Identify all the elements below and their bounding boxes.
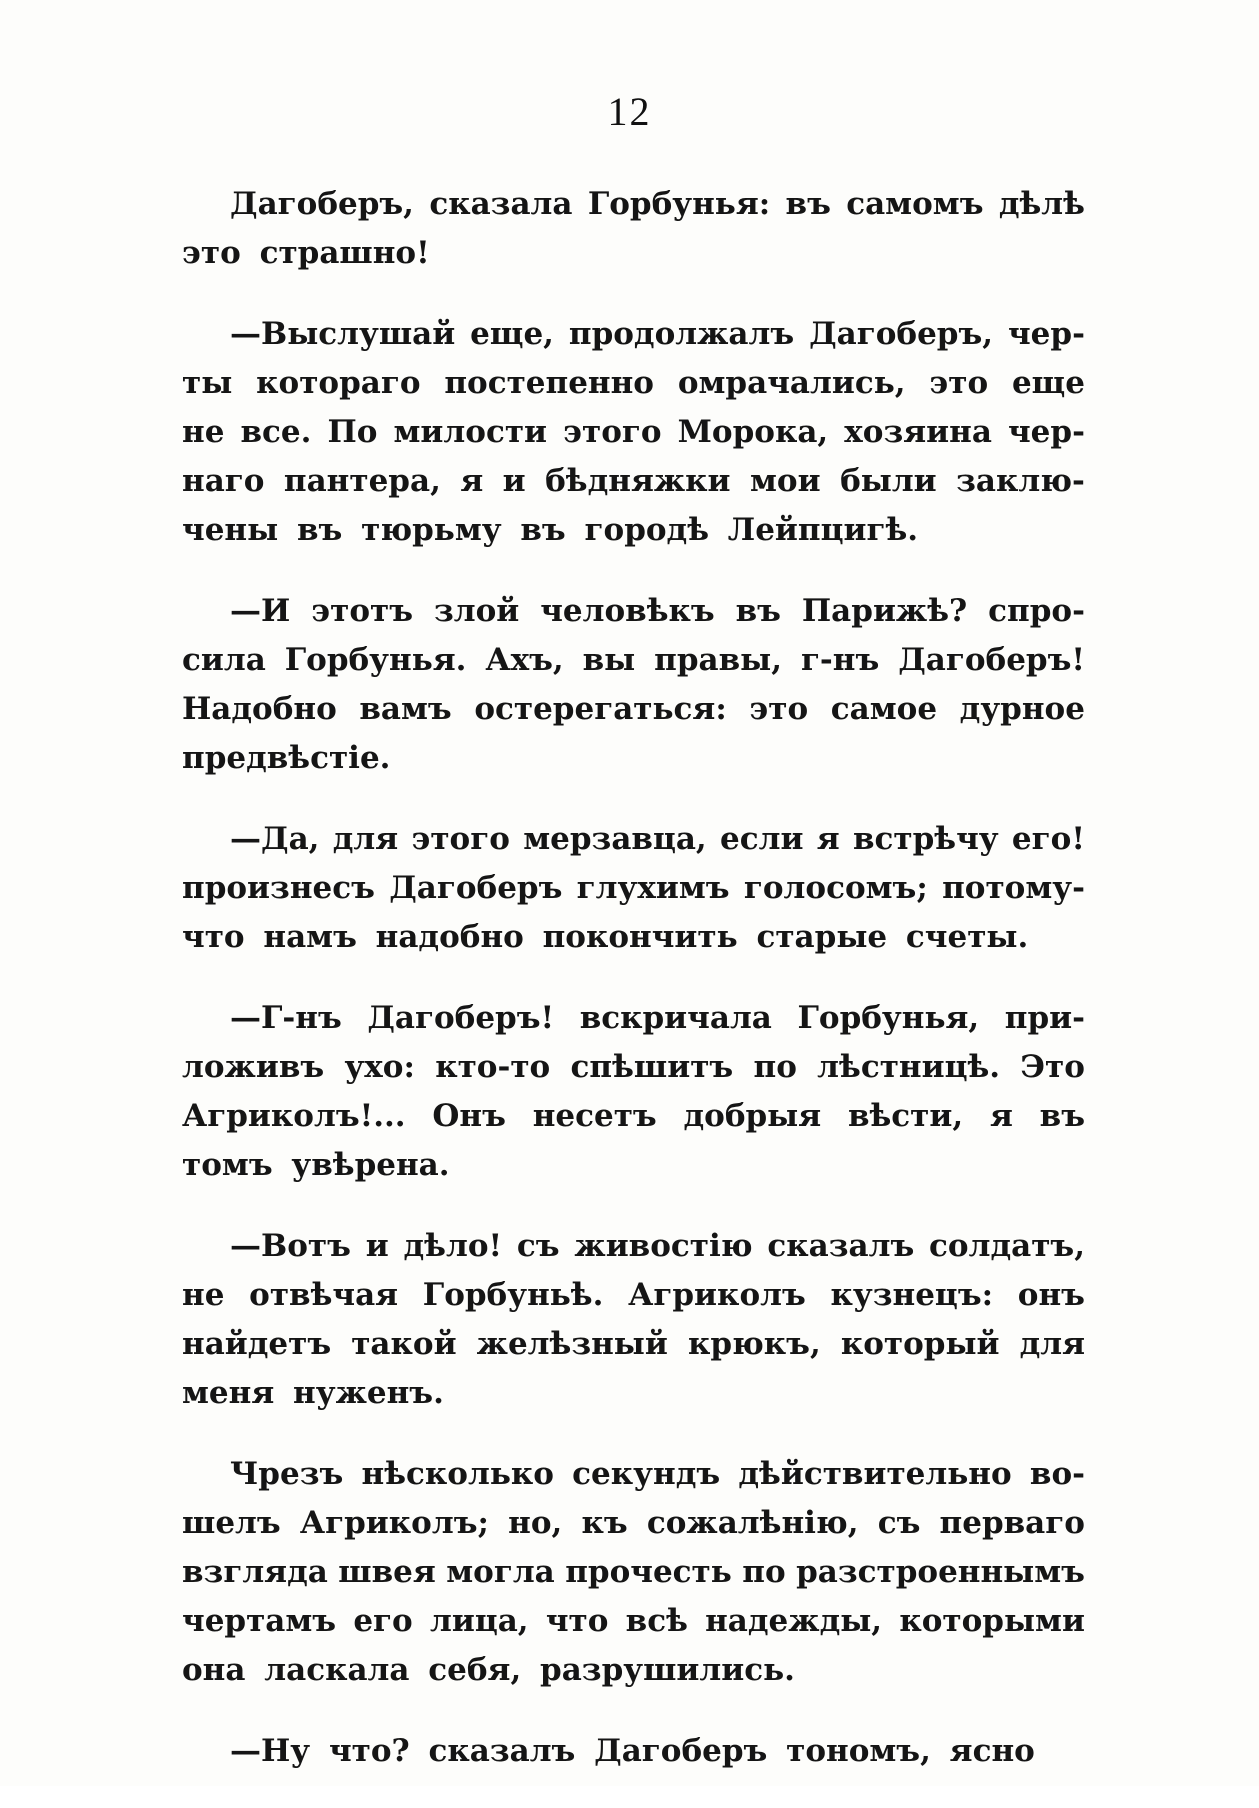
word: ложивъ (182, 1049, 325, 1085)
word: и (365, 1228, 389, 1264)
word: вы (582, 642, 636, 678)
word: Горбунья: (587, 186, 771, 222)
word: Ахъ, (485, 642, 564, 678)
word: —Ну (230, 1733, 329, 1769)
text-line (182, 1548, 1085, 1597)
word: лѣстницѣ. (817, 1049, 1001, 1085)
text-line (182, 1727, 1085, 1776)
text-line (182, 1092, 1085, 1141)
word: бѣдняжки (545, 463, 731, 499)
word: Горбуньѣ. (422, 1277, 604, 1313)
word: милости (393, 414, 548, 450)
word: По (327, 414, 378, 450)
word: Дагоберъ (389, 870, 563, 906)
word: сожалѣнію, (646, 1505, 859, 1541)
word: не (182, 1277, 225, 1313)
word: къ (581, 1505, 628, 1541)
word: себя, (428, 1652, 541, 1688)
word: мои (750, 463, 821, 499)
word: это (749, 691, 809, 727)
word: его (353, 1603, 413, 1639)
text-line (182, 1646, 1085, 1695)
text-line (182, 1369, 1085, 1418)
word: которыми (899, 1603, 1085, 1639)
text-line (182, 1499, 1085, 1548)
word: въ (735, 593, 781, 629)
paragraph (182, 1727, 1085, 1776)
word: швея (338, 1554, 436, 1590)
paragraph (182, 587, 1085, 783)
word: омрачались, (677, 365, 906, 401)
word: взгляда (182, 1554, 328, 1590)
word: предвѣстіе. (182, 740, 391, 776)
word: г-нъ (800, 642, 880, 678)
word: его! (1011, 821, 1085, 857)
word: ясно (949, 1733, 1035, 1769)
word: еще (1011, 365, 1085, 401)
word: ласкала (264, 1652, 429, 1688)
word: меня (182, 1375, 294, 1411)
word: перваго (939, 1505, 1085, 1541)
word: онъ (1017, 1277, 1085, 1313)
word: голосомъ; (743, 870, 928, 906)
word: но, (508, 1505, 563, 1541)
word: —Г-нъ (230, 1000, 342, 1036)
word: Лейпцигѣ. (727, 512, 919, 548)
word: увѣрена. (291, 1147, 450, 1183)
paragraph (182, 310, 1085, 555)
word: встрѣчу (852, 821, 999, 857)
word: заклю- (956, 463, 1085, 499)
word: всѣ (625, 1603, 688, 1639)
word: все. (240, 414, 312, 450)
word: самомъ (846, 186, 984, 222)
word: нѣсколько (361, 1456, 554, 1492)
text-line (182, 457, 1085, 506)
word: вскричала (579, 1000, 772, 1036)
page-number: 12 (607, 89, 652, 134)
text-line (182, 1222, 1085, 1271)
word: чер- (1007, 316, 1085, 352)
word: Дагоберъ! (898, 642, 1085, 678)
word: лица, (429, 1603, 529, 1639)
word: что? (328, 1733, 429, 1769)
text-line (182, 734, 1085, 783)
word: она (182, 1652, 265, 1688)
word: дѣло! (403, 1228, 503, 1264)
word: надобно (375, 919, 543, 955)
text-line (182, 1450, 1085, 1499)
word: шелъ (182, 1505, 281, 1541)
text-line (182, 685, 1085, 734)
word: —Вотъ (230, 1228, 351, 1264)
word: съ (516, 1228, 560, 1264)
word: что (182, 919, 264, 955)
word: продолжалъ (568, 316, 795, 352)
word: этого (411, 821, 510, 857)
word: злой (433, 593, 520, 629)
word: въ (520, 512, 585, 548)
word: желѣзный (476, 1326, 668, 1362)
text-line (182, 864, 1085, 913)
word: правы, (654, 642, 783, 678)
word: разрушились. (540, 1652, 795, 1688)
word: солдатъ, (929, 1228, 1085, 1264)
word: я (816, 821, 840, 857)
text-line (182, 636, 1085, 685)
text-line (182, 913, 1085, 962)
word: прочесть (565, 1554, 732, 1590)
word: Это (1020, 1049, 1085, 1085)
word: намъ (263, 919, 376, 955)
word: этотъ (311, 593, 413, 629)
text-line (182, 229, 1085, 278)
word: крюкъ, (687, 1326, 821, 1362)
word: при- (1004, 1000, 1085, 1036)
word: томъ (182, 1147, 292, 1183)
word: я (989, 1098, 1013, 1134)
word: секундъ (572, 1456, 721, 1492)
word: вѣсти, (847, 1098, 964, 1134)
word: Дагоберъ, (809, 316, 994, 352)
word: городѣ (584, 512, 728, 548)
body-text (182, 180, 1085, 1808)
word: сила (182, 642, 266, 678)
text-line (182, 1597, 1085, 1646)
word: Агриколъ (628, 1277, 806, 1313)
word: Надобно (182, 691, 337, 727)
word: Горбунья. (284, 642, 467, 678)
word: по (742, 1554, 786, 1590)
word: дѣйствительно (738, 1456, 1012, 1492)
word: страшно! (259, 235, 430, 271)
word: —Выслушай (230, 316, 456, 352)
word: дурное (959, 691, 1085, 727)
word: что (545, 1603, 609, 1639)
word: нуженъ. (293, 1375, 444, 1411)
word: котораго (256, 365, 421, 401)
word: въ (296, 512, 362, 548)
word: кто-то (435, 1049, 551, 1085)
word: и (502, 463, 526, 499)
word: живостію (574, 1228, 753, 1264)
word: счеты. (905, 919, 1029, 955)
word: отвѣчая (249, 1277, 399, 1313)
word: постепенно (444, 365, 654, 401)
word: были (840, 463, 937, 499)
word: чертамъ (182, 1603, 337, 1639)
word: въ (785, 186, 831, 222)
word: Агриколъ!... (182, 1098, 406, 1134)
word: вамъ (359, 691, 452, 727)
word: это (929, 365, 989, 401)
word: еще, (470, 316, 554, 352)
word: кузнецъ: (830, 1277, 994, 1313)
word: этого (563, 414, 662, 450)
text-line (182, 815, 1085, 864)
word: ты (182, 365, 233, 401)
word: —Да, (230, 821, 320, 857)
word: остерегаться: (474, 691, 727, 727)
word: старые (756, 919, 906, 955)
word: мерзавца, (523, 821, 707, 857)
word: Парижѣ? (801, 593, 968, 629)
word: найдетъ (182, 1326, 332, 1362)
word: такой (351, 1326, 457, 1362)
word: Онъ (432, 1098, 506, 1134)
text-line (182, 587, 1085, 636)
text-line (182, 408, 1085, 457)
text-line (182, 180, 1085, 229)
word: во- (1029, 1456, 1085, 1492)
word: Дагоберъ! (367, 1000, 555, 1036)
word: не (182, 414, 225, 450)
paragraph (182, 815, 1085, 962)
word: для (332, 821, 399, 857)
word: наго (182, 463, 265, 499)
text-line (182, 310, 1085, 359)
word: сказала (429, 186, 573, 222)
word: —И (230, 593, 291, 629)
paragraph (182, 994, 1085, 1190)
word: произнесъ (182, 870, 375, 906)
word: Дагоберъ, (230, 186, 414, 222)
text-line (182, 359, 1085, 408)
word: человѣкъ (540, 593, 715, 629)
word: покончить (542, 919, 757, 955)
word: пантера, (283, 463, 441, 499)
paragraph (182, 1222, 1085, 1418)
word: чер- (1007, 414, 1085, 450)
word: сказалъ (428, 1733, 595, 1769)
paragraph (182, 180, 1085, 278)
word: потому- (942, 870, 1085, 906)
word: Чрезъ (230, 1456, 344, 1492)
word: это (182, 235, 260, 271)
word: Дагоберъ (594, 1733, 787, 1769)
text-line (182, 506, 1085, 555)
word: тономъ, (786, 1733, 950, 1769)
word: ухо: (344, 1049, 415, 1085)
text-line (182, 1141, 1085, 1190)
word: по (753, 1049, 797, 1085)
word: спѣшитъ (570, 1049, 734, 1085)
word: я (460, 463, 484, 499)
word: сказалъ (767, 1228, 915, 1264)
word: несетъ (532, 1098, 657, 1134)
word: который (840, 1326, 1000, 1362)
word: могла (446, 1554, 555, 1590)
word: въ (1039, 1098, 1085, 1134)
word: если (720, 821, 804, 857)
text-line (182, 1320, 1085, 1369)
word: самое (830, 691, 938, 727)
word: добрыя (683, 1098, 822, 1134)
word: разстроеннымъ (796, 1554, 1085, 1590)
text-line (182, 1271, 1085, 1320)
word: Морока, (677, 414, 829, 450)
word: Горбунья, (797, 1000, 980, 1036)
word: для (1019, 1326, 1085, 1362)
word: глухимъ (576, 870, 730, 906)
word: чены (182, 512, 297, 548)
word: тюрьму (361, 512, 521, 548)
word: Агриколъ; (299, 1505, 489, 1541)
paragraph (182, 1450, 1085, 1695)
word: хозяина (844, 414, 992, 450)
text-line (182, 1043, 1085, 1092)
word: надежды, (705, 1603, 883, 1639)
word: дѣлѣ (998, 186, 1085, 222)
text-line (182, 994, 1085, 1043)
word: съ (877, 1505, 921, 1541)
word: спро- (988, 593, 1085, 629)
